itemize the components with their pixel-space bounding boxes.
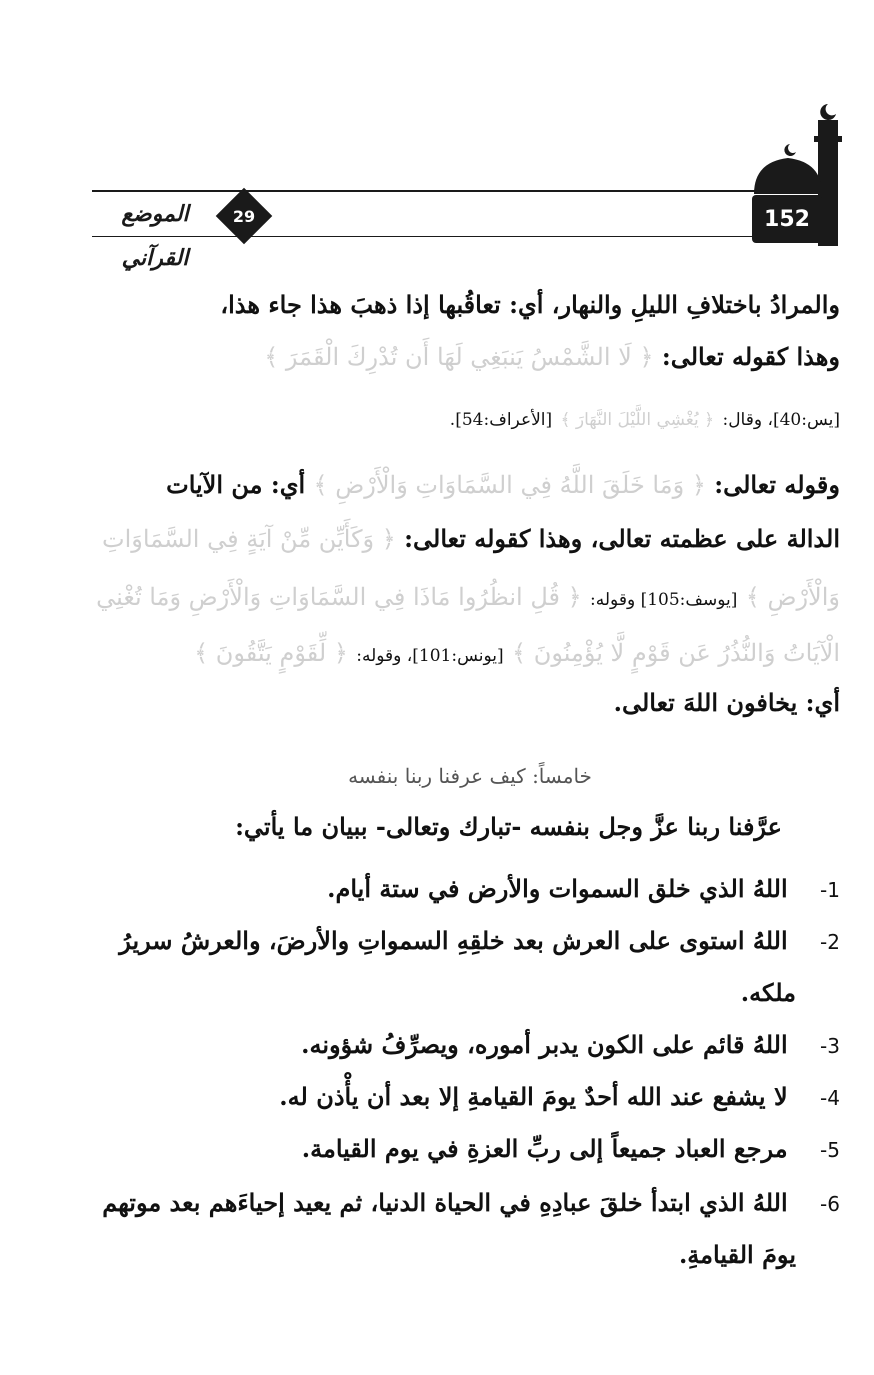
verse-reference: [يوسف:105] وقوله: bbox=[590, 590, 738, 610]
list-item-continuation: يومَ القيامةِ. bbox=[678, 1240, 796, 1269]
list-number: 6- bbox=[820, 1192, 840, 1216]
text: أي: من الآيات bbox=[166, 470, 306, 499]
quran-verse: ﴿ قُلِ انظُرُوا مَاذَا فِي السَّمَاوَاتِ وَالْأَرْضِ وَمَا تُغْنِي bbox=[96, 583, 582, 611]
list-item bbox=[327, 874, 840, 903]
section-intro: عرَّفنا ربنا عزَّ وجل بنفسه -تبارك وتعالى- ببيان ما يأتي: bbox=[235, 812, 782, 841]
list-text: اللهُ استوى على العرش بعد خلقِهِ السمواتِ والأرضَ، والعرشُ سريرُ bbox=[119, 926, 788, 955]
list-item bbox=[301, 1030, 840, 1059]
book-title-logo: الموضع القرآني bbox=[121, 201, 189, 271]
verse-reference: [الأعراف:54]. bbox=[449, 410, 553, 430]
quran-verse: ﴿ لَا الشَّمْسُ يَنبَغِي لَهَا أَن تُدْرِكَ الْقَمَرَ ﴾ bbox=[264, 343, 654, 371]
list-item-continuation: ملكه. bbox=[740, 978, 796, 1007]
quran-verse: وَالْأَرْضِ ﴾ bbox=[745, 583, 840, 611]
quran-verse: الْآيَاتُ وَالنُّذُرُ عَن قَوْمٍ لَّا يُؤْمِنُونَ ﴾ bbox=[512, 639, 840, 667]
list-text: اللهُ قائم على الكون يدبر أموره، ويصرِّفُ شؤونه. bbox=[301, 1030, 788, 1059]
paragraph-line bbox=[96, 582, 840, 611]
list-text: لا يشفع عند الله أحدٌ يومَ القيامةِ إلا بعد أن يأْذن له. bbox=[279, 1082, 788, 1111]
list-number: 4- bbox=[820, 1086, 840, 1110]
section-heading: خامساً: كيف عرفنا ربنا بنفسه bbox=[348, 764, 592, 788]
paragraph-line bbox=[264, 342, 840, 371]
list-text: مرجع العباد جميعاً إلى ربِّ العزةِ في يوم القيامة. bbox=[301, 1134, 788, 1163]
paragraph-line bbox=[166, 470, 840, 499]
paragraph-line bbox=[220, 290, 840, 319]
paragraph-line bbox=[450, 402, 840, 431]
list-item bbox=[302, 1134, 840, 1163]
text: وقوله تعالى: bbox=[714, 470, 840, 499]
list-number: 1- bbox=[820, 878, 840, 902]
quran-verse: ﴿ وَمَا خَلَقَ اللَّهُ فِي السَّمَاوَاتِ وَالْأَرْضِ ﴾ bbox=[313, 471, 706, 499]
verse-reference: [يونس:101]، وقوله: bbox=[356, 646, 504, 666]
list-number: 3- bbox=[820, 1034, 840, 1058]
text: والمرادُ باختلافِ الليلِ والنهار، أي: تعاقُبها إذا ذهبَ هذا جاء هذا، bbox=[220, 290, 840, 319]
list-item bbox=[119, 926, 840, 955]
list-text: اللهُ الذي خلق السموات والأرض في ستة أيام. bbox=[327, 874, 788, 903]
header-rule-bottom bbox=[92, 236, 755, 237]
list-number: 5- bbox=[820, 1138, 840, 1162]
quran-verse: ﴿ يُغْشِي اللَّيْلَ النَّهَارَ ﴾ bbox=[560, 410, 715, 430]
quran-verse: ﴿ لِّقَوْمٍ يَتَّقُونَ ﴾ bbox=[194, 639, 348, 667]
list-item bbox=[279, 1082, 840, 1111]
list-number: 2- bbox=[820, 930, 840, 954]
verse-reference: [يس:40]، وقال: bbox=[722, 410, 840, 430]
chapter-number: 29 bbox=[232, 206, 256, 226]
paragraph-line bbox=[102, 524, 840, 553]
list-text: اللهُ الذي ابتدأ خلقَ عبادِهِ في الحياة الدنيا، ثم يعيد إحياءَهم بعد موتهم bbox=[102, 1188, 788, 1217]
list-item bbox=[102, 1188, 840, 1217]
text: وهذا كقوله تعالى: bbox=[661, 342, 840, 371]
paragraph-line bbox=[614, 688, 840, 717]
text: أي: يخافون اللهَ تعالى. bbox=[613, 688, 840, 717]
paragraph-line bbox=[194, 638, 840, 667]
text: الدالة على عظمته تعالى، وهذا كقوله تعالى: bbox=[404, 524, 840, 553]
page-number: 152 bbox=[752, 195, 822, 243]
quran-verse: ﴿ وَكَأَيِّن مِّنْ آيَةٍ فِي السَّمَاوَاتِ bbox=[102, 525, 396, 553]
